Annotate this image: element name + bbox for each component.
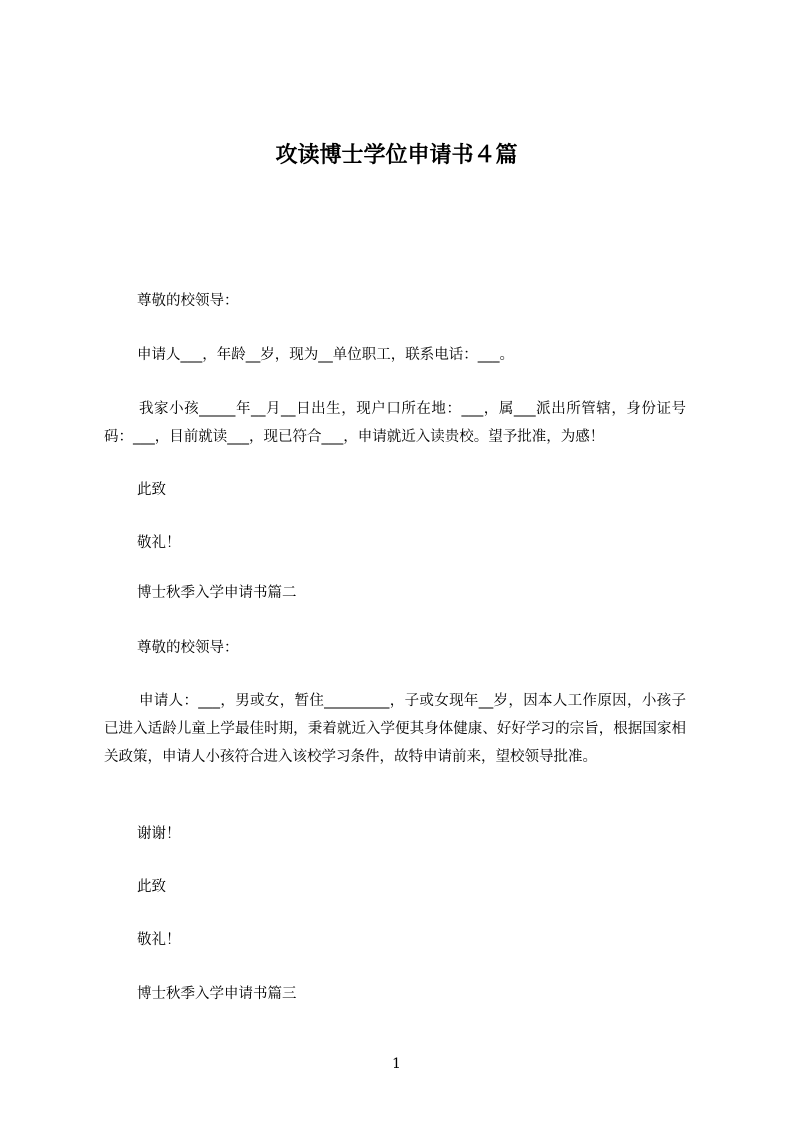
closing-jingli-2: 敬礼！ xyxy=(137,932,181,948)
salutation: 尊敬的校领导： xyxy=(137,293,239,309)
closing-jingli: 敬礼！ xyxy=(137,535,181,551)
section-heading-3: 博士秋季入学申请书篇三 xyxy=(137,986,297,1002)
page-number: 1 xyxy=(392,1056,401,1072)
closing-cizhi: 此致 xyxy=(137,482,166,498)
thanks-line: 谢谢！ xyxy=(137,826,181,842)
child-info-paragraph: 我家小孩_____年__月__日出生，现户口所在地：___，属___派出所管辖，身份证号码：___，目前就读___，现已符合___，申请就近入读贵校。望予批准，为感！ xyxy=(104,401,686,445)
salutation-2: 尊敬的校领导： xyxy=(137,640,239,656)
document-title: 攻读博士学位申请书４篇 xyxy=(275,143,518,168)
applicant-info-paragraph: 申请人___，年龄__岁，现为__单位职工，联系电话：___。 xyxy=(137,347,514,363)
section-heading-2: 博士秋季入学申请书篇二 xyxy=(137,585,297,601)
application-body-paragraph: 申请人：___，男或女，暂住_________，子或女现年__岁，因本人工作原因，小孩子已进入适龄儿童上学最佳时期，秉着就近入学便其身体健康、好好学习的宗旨，根据国家相关政策，申请人小孩符合进入该校学习条件，故特申请前来，望校领导批准。 xyxy=(104,693,686,765)
closing-cizhi-2: 此致 xyxy=(137,879,166,895)
